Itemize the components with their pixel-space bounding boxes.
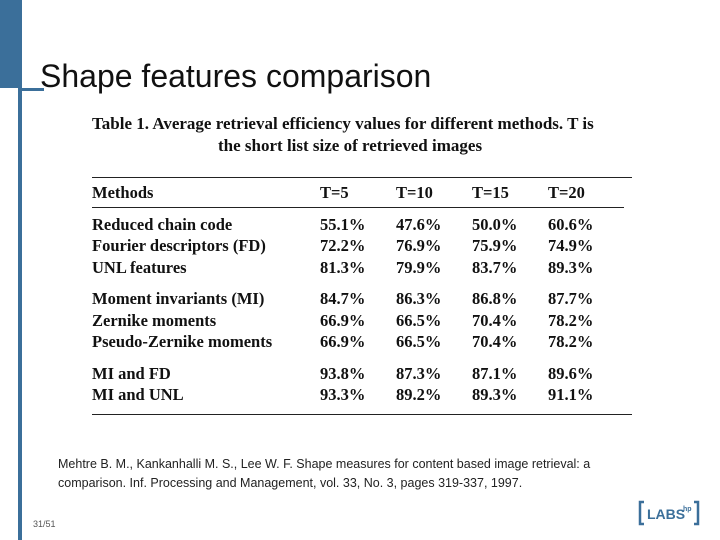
value-cell: 78.2%: [548, 332, 594, 352]
group-spacer: [92, 279, 624, 289]
caption-line-1: Table 1. Average retrieval efficiency values for different methods. T is: [92, 114, 594, 133]
value-cell: 86.8%: [472, 289, 518, 309]
value-cell: 89.3%: [472, 385, 518, 405]
table-row: [92, 332, 624, 354]
value-cell: 66.9%: [320, 332, 366, 352]
value-cell: 93.8%: [320, 363, 366, 383]
value-cell: 60.6%: [548, 214, 594, 234]
method-cell: MI and UNL: [92, 385, 184, 405]
method-cell: Fourier descriptors (FD): [92, 236, 266, 256]
value-cell: 87.3%: [396, 363, 442, 383]
results-table: [92, 178, 624, 414]
table-row: [92, 310, 624, 332]
value-cell: 83.7%: [472, 257, 518, 277]
group-spacer: [92, 353, 624, 363]
slide-title: Shape features comparison: [40, 58, 432, 94]
table-bottom-rule: [92, 414, 632, 415]
hp-labs-logo: [638, 500, 700, 526]
accent-bar-side: [18, 88, 22, 540]
value-cell: 50.0%: [472, 214, 518, 234]
value-cell: 79.9%: [396, 257, 442, 277]
header-t10: T=10: [396, 182, 433, 202]
value-cell: 93.3%: [320, 385, 366, 405]
table-row: [92, 385, 624, 407]
value-cell: 47.6%: [396, 214, 442, 234]
method-cell: Pseudo-Zernike moments: [92, 332, 273, 352]
table-caption: [92, 113, 632, 157]
value-cell: 91.1%: [548, 385, 594, 405]
header-t5: T=5: [320, 182, 349, 202]
value-cell: 76.9%: [396, 236, 442, 256]
table-body: [92, 207, 624, 414]
value-cell: 89.6%: [548, 363, 594, 383]
citation-line-2: comparison. Inf. Processing and Management, vol. 33, No. 3, pages 319-337, 1997.: [58, 476, 523, 490]
value-cell: 66.9%: [320, 310, 366, 330]
table-row: [92, 257, 624, 279]
value-cell: 86.3%: [396, 289, 442, 309]
value-cell: 78.2%: [548, 310, 594, 330]
value-cell: 89.3%: [548, 257, 594, 277]
table-row: [92, 236, 624, 258]
table-bottom-spacer: [92, 406, 624, 414]
table-row: [92, 214, 624, 236]
value-cell: 70.4%: [472, 310, 518, 330]
value-cell: 72.2%: [320, 236, 366, 256]
value-cell: 55.1%: [320, 214, 366, 234]
value-cell: 66.5%: [396, 310, 442, 330]
header-t15: T=15: [472, 182, 509, 202]
value-cell: 87.1%: [472, 363, 518, 383]
table-header-row: [92, 178, 624, 207]
value-cell: 81.3%: [320, 257, 366, 277]
citation-reference: [58, 455, 678, 493]
value-cell: 84.7%: [320, 289, 366, 309]
header-methods: Methods: [92, 182, 154, 202]
value-cell: 70.4%: [472, 332, 518, 352]
citation-line-1: Mehtre B. M., Kankanhalli M. S., Lee W. F. Shape measures for content based image retrieval: a: [58, 457, 591, 471]
table-row: [92, 363, 624, 385]
table-figure: [92, 113, 632, 415]
table-row: [92, 289, 624, 311]
logo-text: LABS: [647, 506, 686, 522]
value-cell: 89.2%: [396, 385, 442, 405]
caption-line-2: the short list size of retrieved images: [218, 136, 483, 155]
value-cell: 87.7%: [548, 289, 594, 309]
page-number: 31/51: [33, 519, 56, 529]
value-cell: 66.5%: [396, 332, 442, 352]
method-cell: Zernike moments: [92, 310, 217, 330]
logo-superscript: hp: [683, 506, 692, 513]
accent-bar-top: [0, 0, 22, 88]
method-cell: UNL features: [92, 257, 187, 277]
value-cell: 75.9%: [472, 236, 518, 256]
method-cell: Reduced chain code: [92, 214, 233, 234]
method-cell: Moment invariants (MI): [92, 289, 265, 309]
value-cell: 74.9%: [548, 236, 594, 256]
method-cell: MI and FD: [92, 363, 171, 383]
header-t20: T=20: [548, 182, 585, 202]
